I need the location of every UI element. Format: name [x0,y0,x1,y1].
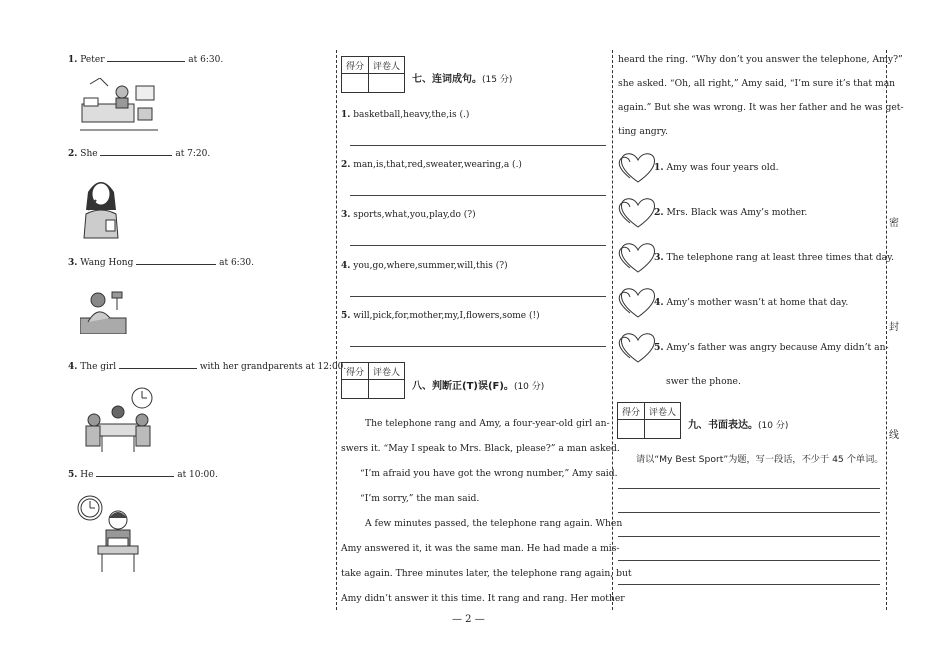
score-cell[interactable] [342,74,369,93]
bedroom-illustration [80,78,160,134]
grader-cell[interactable] [369,380,405,399]
statement-2: 2. Mrs. Black was Amy’s mother. [654,207,808,218]
writing-line[interactable] [618,488,880,489]
score-cell[interactable] [618,420,645,439]
boy-reading-illustration [76,494,146,574]
writing-line[interactable] [618,536,880,537]
sentence-item-4: 4. you,go,where,summer,will,this (?) [341,261,508,271]
heart-answer-box-icon[interactable] [618,285,658,319]
heart-answer-box-icon[interactable] [618,330,658,364]
question-1: 1. Peter at 6:30. [68,55,224,65]
binding-line [886,50,887,610]
grader-cell[interactable] [645,420,681,439]
seal-mark-1: 密 [889,214,899,229]
statement-1: 1. Amy was four years old. [654,162,779,173]
answer-line[interactable] [350,346,606,347]
column-divider-2 [612,50,613,610]
answer-line[interactable] [350,245,606,246]
heart-answer-box-icon[interactable] [618,240,658,274]
answer-blank-2[interactable] [100,155,172,156]
sentence-item-5: 5. will,pick,for,mother,my,I,flowers,some (!) [341,311,540,321]
section9-title: 九、书面表达。(10 分) [688,420,789,431]
section7-score-box: 得分 评卷人 [341,56,405,93]
question-3: 3. Wang Hong at 6:30. [68,258,255,268]
seal-mark-2: 封 [889,318,899,333]
grader-cell[interactable] [369,74,405,93]
sentence-item-1: 1. basketball,heavy,the,is (.) [341,110,470,120]
writing-line[interactable] [618,512,880,513]
heart-answer-box-icon[interactable] [618,150,658,184]
sentence-item-2: 2. man,is,that,red,sweater,wearing,a (.) [341,160,522,170]
question-5: 5. He at 10:00. [68,470,218,480]
girl-brushing-teeth-illustration [78,170,124,240]
answer-line[interactable] [350,296,606,297]
question-4: 4. The girl with her grandparents at 12:00. [68,362,347,372]
statement-3: 3. The telephone rang at least three times that day. [654,252,895,263]
answer-line[interactable] [350,145,606,146]
answer-blank-3[interactable] [136,264,216,265]
writing-line[interactable] [618,560,880,561]
section8-title: 八、判断正(T)误(F)。(10 分) [412,381,545,392]
answer-blank-1[interactable] [107,61,185,62]
seal-mark-3: 线 [889,426,899,441]
answer-blank-4[interactable] [119,368,197,369]
girl-washing-illustration [80,288,128,334]
column-divider-1 [336,50,337,610]
page-number: — 2 — [452,614,485,625]
section7-title: 七、连词成句。(15 分) [412,74,513,85]
statement-4: 4. Amy’s mother wasn’t at home that day. [654,297,849,308]
question-2: 2. She at 7:20. [68,149,211,159]
sentence-item-3: 3. sports,what,you,play,do (?) [341,210,476,220]
writing-line[interactable] [618,584,880,585]
answer-blank-5[interactable] [96,476,174,477]
answer-line[interactable] [350,195,606,196]
section9-score-box: 得分 评卷人 [617,402,681,439]
score-cell[interactable] [342,380,369,399]
writing-prompt: 请以“My Best Sport”为题，写一段话，不少于 45 个单词。 [636,454,884,465]
heart-answer-box-icon[interactable] [618,195,658,229]
section8-score-box: 得分 评卷人 [341,362,405,399]
family-lunch-illustration [80,386,156,454]
statement-5: 5. Amy’s father was angry because Amy didn’t an- [654,342,889,353]
